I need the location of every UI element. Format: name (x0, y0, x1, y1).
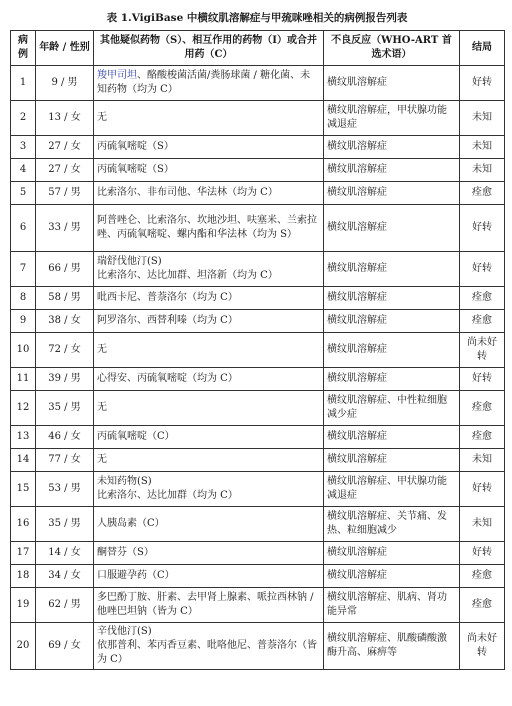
case-number-cell: 10 (11, 333, 36, 368)
drugs-cell (94, 426, 324, 449)
case-number-cell: 14 (11, 449, 36, 472)
age-sex-cell: 57 / 男 (36, 182, 94, 205)
case-number-cell: 11 (11, 368, 36, 391)
table-row (11, 391, 505, 426)
case-number-cell: 15 (11, 472, 36, 507)
age-sex-cell: 53 / 男 (36, 472, 94, 507)
table-row (11, 101, 505, 136)
table-row (11, 588, 505, 623)
adverse-reaction-cell: 横纹肌溶解症 (324, 182, 460, 205)
case-number-cell: 20 (11, 623, 36, 670)
outcome-cell: 未知 (460, 507, 505, 542)
case-number-cell: 9 (11, 310, 36, 333)
case-number-cell: 6 (11, 205, 36, 252)
drugs-cell (94, 565, 324, 588)
drug-line: 口服避孕药（C） (97, 570, 175, 581)
age-sex-cell: 27 / 女 (36, 159, 94, 182)
drugs-cell (94, 368, 324, 391)
age-sex-cell: 77 / 女 (36, 449, 94, 472)
outcome-cell: 痊愈 (460, 565, 505, 588)
outcome-cell: 痊愈 (460, 426, 505, 449)
drug-line: 辛伐他汀(S) (97, 626, 152, 637)
age-sex-cell: 58 / 男 (36, 287, 94, 310)
outcome-cell: 痊愈 (460, 588, 505, 623)
adverse-reaction-cell: 横纹肌溶解症 (324, 333, 460, 368)
age-sex-cell: 39 / 男 (36, 368, 94, 391)
adverse-reaction-cell: 横纹肌溶解症、肌病、肾功能异常 (324, 588, 460, 623)
age-sex-cell: 66 / 男 (36, 252, 94, 287)
case-number-cell: 2 (11, 101, 36, 136)
adverse-reaction-cell: 横纹肌溶解症 (324, 565, 460, 588)
outcome-cell: 好转 (460, 252, 505, 287)
drug-line: 比索洛尔、达比加群、坦洛新（均为 C） (97, 270, 278, 281)
drugs-cell (94, 542, 324, 565)
drugs-cell (94, 507, 324, 542)
drug-line: 未知药物(S) (97, 476, 152, 487)
case-number-cell: 1 (11, 66, 36, 101)
adverse-reaction-cell: 横纹肌溶解症，甲状腺功能减退症 (324, 101, 460, 136)
case-number-cell: 7 (11, 252, 36, 287)
drug-line: 酮替芬（S） (97, 547, 154, 558)
table-row (11, 426, 505, 449)
adverse-reaction-cell: 横纹肌溶解症、关节痛、发热、粒细胞减少 (324, 507, 460, 542)
adverse-reaction-cell: 横纹肌溶解症、肌酸磷酸激酶升高、麻痹等 (324, 623, 460, 670)
drug-line: 吡西卡尼、普萘洛尔（均为 C） (97, 292, 238, 303)
table-row (11, 449, 505, 472)
header-adr: 不良反应（WHO-ART 首选术语） (324, 31, 460, 66)
drug-line: 无 (97, 402, 107, 413)
outcome-cell: 痊愈 (460, 391, 505, 426)
age-sex-cell: 14 / 女 (36, 542, 94, 565)
drugs-cell (94, 159, 324, 182)
drugs-cell (94, 287, 324, 310)
drug-line: 无 (97, 344, 107, 355)
table-caption: 表 1.VigiBase 中横纹肌溶解症与甲巯咪唑相关的病例报告列表 (106, 12, 408, 24)
case-report-table (10, 30, 505, 670)
adverse-reaction-cell: 横纹肌溶解症 (324, 449, 460, 472)
case-number-cell: 3 (11, 136, 36, 159)
age-sex-cell: 38 / 女 (36, 310, 94, 333)
table-row (11, 287, 505, 310)
drug-line: 丙硫氧嘧啶（S） (97, 141, 174, 152)
drugs-cell (94, 66, 324, 101)
drugs-cell (94, 205, 324, 252)
drugs-cell (94, 391, 324, 426)
header-drugs: 其他疑似药物（S）、相互作用的药物（I）或合并用药（C） (94, 31, 324, 66)
drugs-cell (94, 101, 324, 136)
outcome-cell: 痊愈 (460, 287, 505, 310)
age-sex-cell: 27 / 女 (36, 136, 94, 159)
outcome-cell: 痊愈 (460, 182, 505, 205)
table-row (11, 565, 505, 588)
table-row (11, 205, 505, 252)
drug-line: 丙硫氧嘧啶（S） (97, 164, 174, 175)
adverse-reaction-cell: 横纹肌溶解症 (324, 426, 460, 449)
adverse-reaction-cell: 横纹肌溶解症 (324, 205, 460, 252)
age-sex-cell: 35 / 男 (36, 507, 94, 542)
adverse-reaction-cell: 横纹肌溶解症 (324, 310, 460, 333)
drug-line: 阿普唑仑、比索洛尔、坎地沙坦、呋塞米、兰索拉唑、丙硫氧嘧啶、螺内酯和华法林（均为 S） (97, 215, 317, 240)
header-row (11, 31, 505, 66)
drug-line: 比索洛尔、非布司他、华法林（均为 C） (97, 187, 278, 198)
drugs-cell (94, 310, 324, 333)
table-body (11, 66, 505, 670)
header-case-no: 病例 (11, 31, 36, 66)
drugs-cell (94, 136, 324, 159)
drug-line: 、酪酸梭菌活菌/粪肠球菌 / 糖化菌、未知药物（均为 C） (97, 70, 311, 95)
outcome-cell: 尚未好转 (460, 623, 505, 670)
case-number-cell: 4 (11, 159, 36, 182)
adverse-reaction-cell: 横纹肌溶解症 (324, 368, 460, 391)
outcome-cell: 痊愈 (460, 310, 505, 333)
drug-line: 瑞舒伐他汀(S) (97, 256, 162, 267)
table-row (11, 252, 505, 287)
case-number-cell: 16 (11, 507, 36, 542)
highlighted-drug: 羧甲司坦 (97, 70, 137, 81)
age-sex-cell: 69 / 女 (36, 623, 94, 670)
outcome-cell: 好转 (460, 542, 505, 565)
outcome-cell: 未知 (460, 136, 505, 159)
outcome-cell: 好转 (460, 368, 505, 391)
adverse-reaction-cell: 横纹肌溶解症 (324, 136, 460, 159)
age-sex-cell: 46 / 女 (36, 426, 94, 449)
adverse-reaction-cell: 横纹肌溶解症 (324, 542, 460, 565)
table-row (11, 182, 505, 205)
drug-line: 阿罗洛尔、西替利嗪（均为 C） (97, 315, 238, 326)
drugs-cell (94, 472, 324, 507)
age-sex-cell: 9 / 男 (36, 66, 94, 101)
age-sex-cell: 62 / 男 (36, 588, 94, 623)
table-row (11, 159, 505, 182)
table-row (11, 472, 505, 507)
drugs-cell (94, 252, 324, 287)
adverse-reaction-cell: 横纹肌溶解症 (324, 287, 460, 310)
table-row (11, 310, 505, 333)
outcome-cell: 好转 (460, 66, 505, 101)
drug-line: 无 (97, 454, 107, 465)
adverse-reaction-cell: 横纹肌溶解症、甲状腺功能减退症 (324, 472, 460, 507)
case-number-cell: 13 (11, 426, 36, 449)
outcome-cell: 未知 (460, 449, 505, 472)
age-sex-cell: 34 / 女 (36, 565, 94, 588)
table-row (11, 333, 505, 368)
drug-line: 无 (97, 112, 107, 123)
drugs-cell (94, 182, 324, 205)
drugs-cell (94, 333, 324, 368)
drug-line: 心得安、丙硫氧嘧啶（均为 C） (97, 373, 238, 384)
outcome-cell: 好转 (460, 205, 505, 252)
age-sex-cell: 35 / 男 (36, 391, 94, 426)
case-number-cell: 19 (11, 588, 36, 623)
table-row (11, 66, 505, 101)
drug-line: 依那普利、苯丙香豆素、吡咯他尼、普萘洛尔（皆为 C） (97, 640, 317, 665)
table-row (11, 623, 505, 670)
outcome-cell: 未知 (460, 159, 505, 182)
table-row (11, 542, 505, 565)
table-row (11, 136, 505, 159)
case-number-cell: 5 (11, 182, 36, 205)
table-row (11, 507, 505, 542)
header-age-sex: 年龄 / 性别 (36, 31, 94, 66)
age-sex-cell: 13 / 女 (36, 101, 94, 136)
outcome-cell: 好转 (460, 472, 505, 507)
adverse-reaction-cell: 横纹肌溶解症、中性粒细胞减少症 (324, 391, 460, 426)
drugs-cell (94, 588, 324, 623)
case-number-cell: 17 (11, 542, 36, 565)
adverse-reaction-cell: 横纹肌溶解症 (324, 159, 460, 182)
outcome-cell: 未知 (460, 101, 505, 136)
age-sex-cell: 33 / 男 (36, 205, 94, 252)
case-number-cell: 8 (11, 287, 36, 310)
drug-line: 多巴酚丁胺、肝素、去甲肾上腺素、哌拉西林钠 / 他唑巴坦钠（皆为 C） (97, 592, 314, 617)
table-row (11, 368, 505, 391)
drugs-cell (94, 449, 324, 472)
drug-line: 比索洛尔、达比加群（均为 C） (97, 490, 238, 501)
adverse-reaction-cell: 横纹肌溶解症 (324, 66, 460, 101)
case-number-cell: 18 (11, 565, 36, 588)
case-number-cell: 12 (11, 391, 36, 426)
drug-line: 人胰岛素（C） (97, 518, 165, 529)
drugs-cell (94, 623, 324, 670)
adverse-reaction-cell: 横纹肌溶解症 (324, 252, 460, 287)
header-outcome: 结局 (460, 31, 505, 66)
outcome-cell: 尚未好转 (460, 333, 505, 368)
age-sex-cell: 72 / 女 (36, 333, 94, 368)
drug-line: 丙硫氧嘧啶（C） (97, 431, 175, 442)
